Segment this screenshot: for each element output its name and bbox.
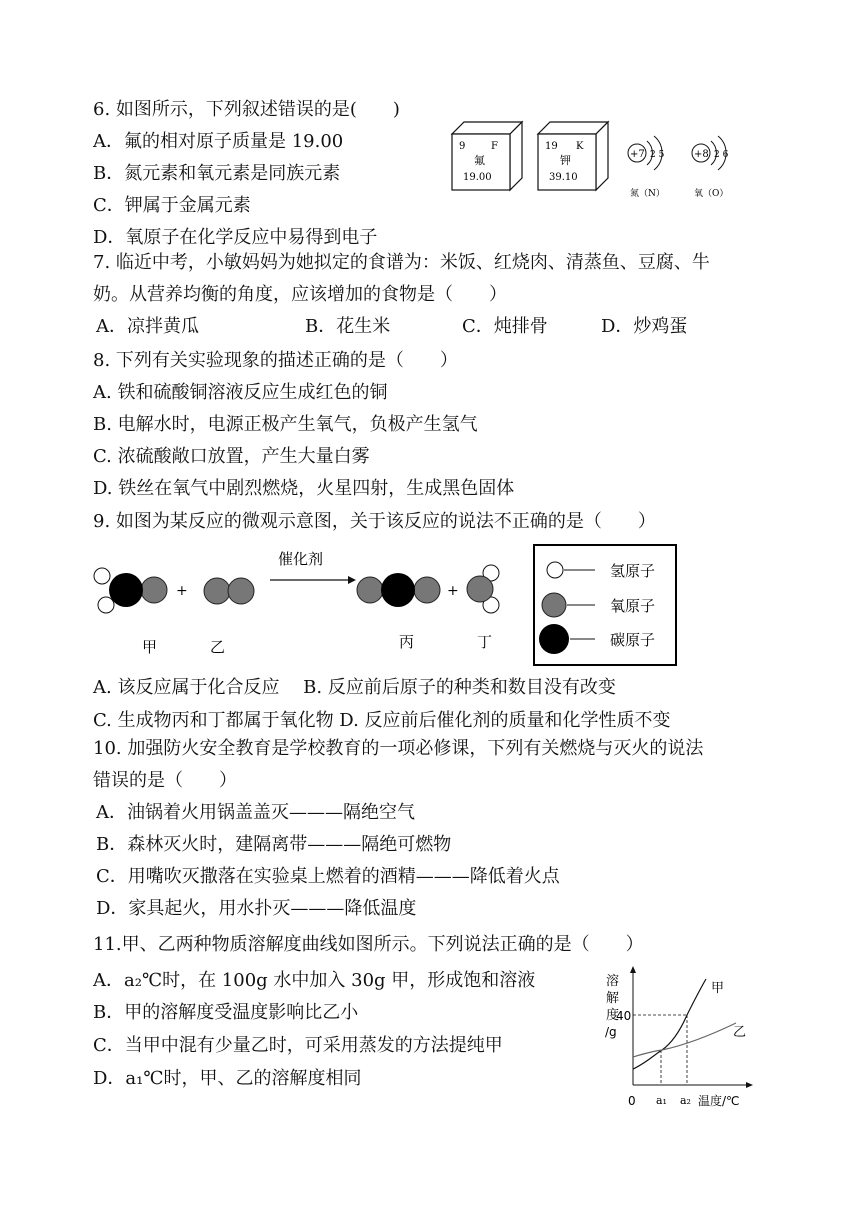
curve-yi bbox=[633, 1023, 736, 1057]
q6-option-d: D．氧原子在化学反应中易得到电子 bbox=[93, 227, 378, 248]
tile-f-symbol: F bbox=[491, 141, 498, 152]
q10-option-a: A．油锅着火用锅盖盖灭———隔绝空气 bbox=[96, 802, 415, 823]
q9-reaction-diagram bbox=[90, 542, 680, 668]
element-tile-f bbox=[452, 122, 522, 190]
curve-jia bbox=[633, 979, 706, 1069]
q7-stem-line2: 奶。从营养均衡的角度，应该增加的食物是（ ） bbox=[93, 284, 507, 305]
legend-carbon: 碳原子 bbox=[610, 631, 656, 649]
legend-box bbox=[534, 545, 676, 665]
atom-n-shells: 2 5 bbox=[650, 150, 665, 160]
q7-option-a: A．凉拌黄瓜 bbox=[96, 316, 199, 337]
tile-k-name: 钾 bbox=[560, 154, 571, 167]
tile-f-name: 氟 bbox=[474, 154, 485, 167]
graph-ylabel-1: 溶 bbox=[606, 974, 620, 989]
tile-f-mass: 19.00 bbox=[463, 172, 492, 183]
molecule-ding bbox=[467, 565, 499, 613]
q7-stem-line1: 7. 临近中考，小敏妈妈为她拟定的食谱为：米饭、红烧肉、清蒸鱼、豆腐、牛 bbox=[93, 252, 710, 273]
q6-stem: 6. 如图所示，下列叙述错误的是( ) bbox=[93, 99, 400, 120]
atom-structure-n bbox=[628, 136, 665, 199]
q8-option-a: A. 铁和硫酸铜溶液反应生成红色的铜 bbox=[93, 382, 388, 403]
q10-stem-line1: 10. 加强防火安全教育是学校教育的一项必修课，下列有关燃烧与灭火的说法 bbox=[93, 738, 704, 759]
q7-option-b: B．花生米 bbox=[305, 316, 391, 337]
molecule-jia bbox=[94, 568, 167, 613]
graph-ytick-40: 40 bbox=[616, 1009, 632, 1023]
graph-ylabel-4: /g bbox=[605, 1025, 617, 1039]
atom-o-label: 氧（O） bbox=[694, 189, 729, 199]
q10-stem-line2: 错误的是（ ） bbox=[93, 770, 237, 791]
q11-option-b: B．甲的溶解度受温度影响比乙小 bbox=[93, 1002, 359, 1023]
q7-option-d: D．炒鸡蛋 bbox=[601, 316, 688, 337]
tile-k-mass: 39.10 bbox=[549, 172, 578, 183]
atom-structure-o bbox=[692, 136, 729, 199]
graph-xlabel: 温度/℃ bbox=[698, 1094, 740, 1108]
q8-option-b: B. 电解水时，电源正极产生氧气，负极产生氢气 bbox=[93, 414, 478, 435]
label-jia: 甲 bbox=[142, 638, 158, 656]
atom-n-nucleus: +7 bbox=[630, 149, 645, 160]
q11-option-c: C．当甲中混有少量乙时，可采用蒸发的方法提纯甲 bbox=[93, 1035, 503, 1056]
q11-stem: 11.甲、乙两种物质溶解度曲线如图所示。下列说法正确的是（ ） bbox=[93, 934, 644, 955]
label-ding: 丁 bbox=[477, 633, 493, 651]
q9-options-line2: C. 生成物丙和丁都属于氧化物 D. 反应前后催化剂的质量和化学性质不变 bbox=[93, 710, 671, 731]
q9-stem: 9. 如图为某反应的微观示意图，关于该反应的说法不正确的是（ ） bbox=[93, 511, 656, 532]
graph-xtick-a1: a₁ bbox=[656, 1094, 667, 1107]
series-label-yi: 乙 bbox=[733, 1025, 747, 1040]
q10-option-b: B．森林灭火时，建隔离带———隔绝可燃物 bbox=[96, 834, 452, 855]
atom-o-shells: 2 6 bbox=[714, 150, 729, 160]
graph-ylabel-3: 度 bbox=[606, 1008, 620, 1023]
q8-stem: 8. 下列有关实验现象的描述正确的是（ ） bbox=[93, 350, 458, 371]
q6-option-b: B．氮元素和氧元素是同族元素 bbox=[93, 163, 341, 184]
atom-n-label: 氮（N） bbox=[630, 189, 665, 199]
tile-k-number: 19 bbox=[545, 141, 558, 152]
graph-ylabel-2: 解 bbox=[606, 991, 620, 1006]
solubility-graph bbox=[596, 965, 756, 1115]
molecule-yi bbox=[204, 578, 254, 604]
graph-origin: 0 bbox=[628, 1094, 636, 1108]
catalyst-label: 催化剂 bbox=[278, 550, 324, 568]
q8-option-c: C. 浓硫酸敞口放置，产生大量白雾 bbox=[93, 446, 370, 467]
q6-option-a: A．氟的相对原子质量是 19.00 bbox=[93, 131, 344, 152]
q10-option-d: D．家具起火，用水扑灭———降低温度 bbox=[96, 898, 417, 919]
q6-figure bbox=[446, 118, 776, 208]
q6-option-c: C．钾属于金属元素 bbox=[93, 195, 251, 216]
plus-sign-1: + bbox=[176, 583, 188, 599]
q10-option-c: C．用嘴吹灭撒落在实验桌上燃着的酒精———降低着火点 bbox=[96, 866, 560, 887]
label-yi: 乙 bbox=[210, 638, 226, 656]
graph-xtick-a2: a₂ bbox=[680, 1094, 691, 1107]
label-bing: 丙 bbox=[399, 633, 415, 651]
legend-oxygen: 氧原子 bbox=[610, 597, 656, 615]
tile-k-symbol: K bbox=[576, 141, 584, 152]
q11-option-d: D．a₁℃时，甲、乙的溶解度相同 bbox=[93, 1068, 362, 1089]
legend-hydrogen: 氢原子 bbox=[610, 562, 656, 580]
atom-o-nucleus: +8 bbox=[694, 149, 709, 160]
q7-option-c: C．炖排骨 bbox=[462, 316, 548, 337]
q11-option-a: A．a₂℃时，在 100g 水中加入 30g 甲，形成饱和溶液 bbox=[93, 970, 536, 991]
series-label-jia: 甲 bbox=[711, 981, 725, 996]
plus-sign-2: + bbox=[447, 583, 459, 599]
element-tile-k bbox=[538, 122, 608, 190]
tile-f-number: 9 bbox=[459, 141, 466, 152]
molecule-bing bbox=[357, 573, 440, 607]
q8-option-d: D. 铁丝在氧气中剧烈燃烧，火星四射，生成黑色固体 bbox=[93, 478, 515, 499]
q9-options-line1: A. 该反应属于化合反应 B. 反应前后原子的种类和数目没有改变 bbox=[93, 677, 616, 698]
